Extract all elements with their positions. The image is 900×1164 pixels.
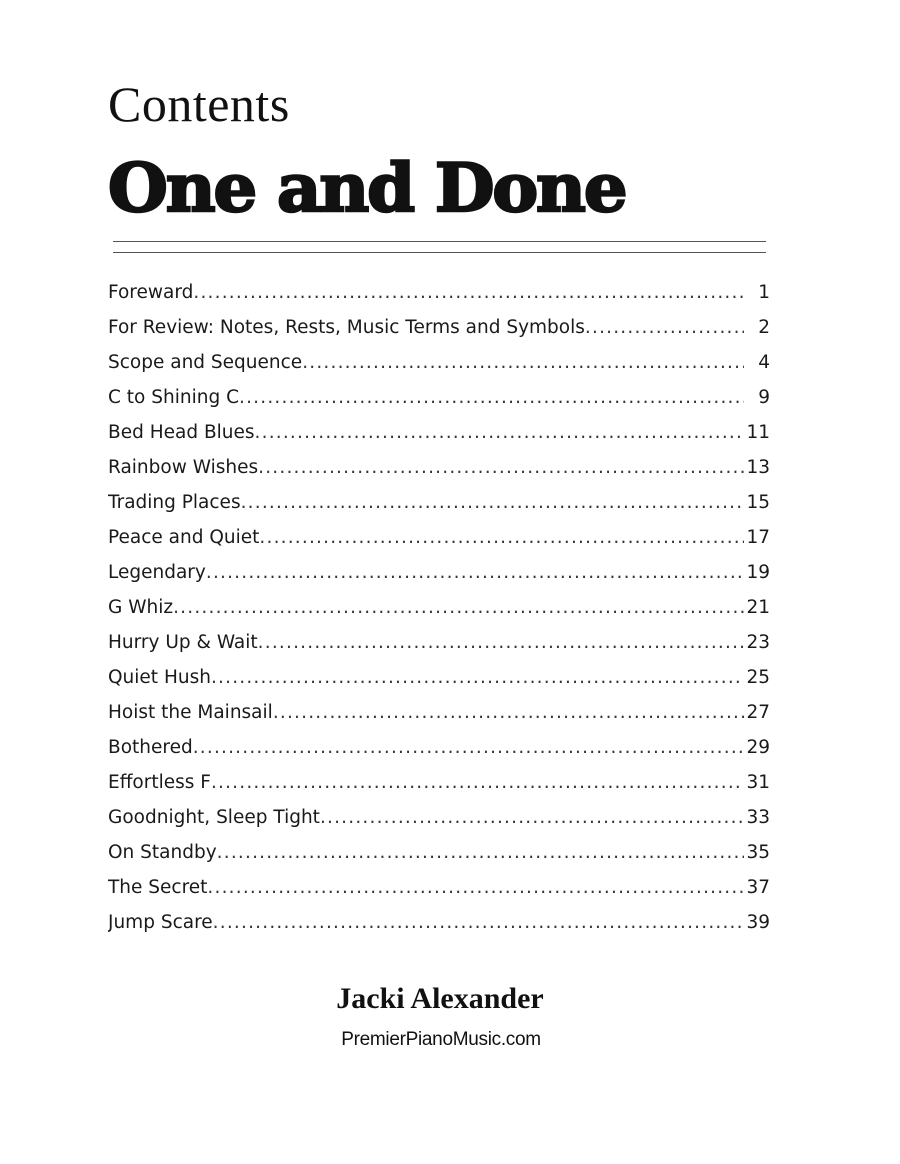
dot-leader bbox=[255, 415, 744, 450]
dot-leader bbox=[193, 275, 744, 310]
dot-leader bbox=[239, 380, 744, 415]
toc-entry-title: Effortless F bbox=[108, 772, 211, 793]
dot-leader bbox=[213, 905, 744, 940]
book-title: One and Done bbox=[108, 149, 626, 227]
toc-entry bbox=[108, 625, 770, 660]
toc-entry-title: On Standby bbox=[108, 842, 217, 863]
toc-entry bbox=[108, 415, 770, 450]
dot-leader bbox=[217, 835, 744, 870]
divider-rule-top bbox=[113, 241, 766, 242]
dot-leader bbox=[259, 520, 744, 555]
toc-entry-title: Quiet Hush bbox=[108, 667, 211, 688]
toc-entry-title: The Secret bbox=[108, 877, 208, 898]
dot-leader bbox=[193, 730, 744, 765]
dot-leader bbox=[302, 345, 744, 380]
toc-entry-page: 15 bbox=[746, 492, 770, 513]
dot-leader bbox=[211, 660, 744, 695]
toc-entry bbox=[108, 590, 770, 625]
dot-leader bbox=[206, 555, 744, 590]
toc-entry bbox=[108, 520, 770, 555]
toc-entry-page: 19 bbox=[746, 562, 770, 583]
toc-entry bbox=[108, 765, 770, 800]
toc-entry-title: G Whiz bbox=[108, 597, 174, 618]
toc-entry-title: Goodnight, Sleep Tight bbox=[108, 807, 320, 828]
toc-entry-page: 4 bbox=[758, 352, 770, 373]
toc-entry bbox=[108, 800, 770, 835]
toc-entry-title: Bothered bbox=[108, 737, 193, 758]
toc-entry bbox=[108, 835, 770, 870]
toc-entry-page: 35 bbox=[746, 842, 770, 863]
dot-leader bbox=[320, 800, 744, 835]
toc-entry-page: 25 bbox=[746, 667, 770, 688]
dot-leader bbox=[211, 765, 744, 800]
dot-leader bbox=[258, 450, 744, 485]
toc-entry bbox=[108, 450, 770, 485]
toc-entry bbox=[108, 380, 770, 415]
toc-entry-title: Jump Scare bbox=[108, 912, 213, 933]
toc-entry bbox=[108, 310, 770, 345]
toc-entry bbox=[108, 695, 770, 730]
toc-entry-page: 1 bbox=[758, 282, 770, 303]
toc-entry-page: 33 bbox=[746, 807, 770, 828]
author-name: Jacki Alexander bbox=[336, 982, 544, 1015]
toc-entry-title: Hoist the Mainsail bbox=[108, 702, 273, 723]
toc-entry-page: 13 bbox=[746, 457, 770, 478]
toc-entry-title: Trading Places bbox=[108, 492, 241, 513]
toc-entry bbox=[108, 905, 770, 940]
toc-entry-page: 2 bbox=[758, 317, 770, 338]
divider-rule-bottom bbox=[113, 252, 766, 253]
page-heading: Contents bbox=[108, 76, 290, 132]
toc-entry bbox=[108, 275, 770, 310]
toc-entry-page: 37 bbox=[746, 877, 770, 898]
toc-entry bbox=[108, 485, 770, 520]
toc-entry-title: For Review: Notes, Rests, Music Terms and Symbols bbox=[108, 317, 585, 338]
dot-leader bbox=[258, 625, 744, 660]
toc-entry-page: 9 bbox=[758, 387, 770, 408]
toc-entry-title: Bed Head Blues bbox=[108, 422, 255, 443]
toc-entry-title: Scope and Sequence bbox=[108, 352, 303, 373]
toc-entry-page: 23 bbox=[746, 632, 770, 653]
toc-entry-title: Foreward bbox=[108, 282, 194, 303]
toc-entry bbox=[108, 555, 770, 590]
toc-entry bbox=[108, 870, 770, 905]
toc-entry-page: 29 bbox=[746, 737, 770, 758]
dot-leader bbox=[273, 695, 744, 730]
toc-entry-title: Peace and Quiet bbox=[108, 527, 260, 548]
website-url: PremierPianoMusic.com bbox=[341, 1029, 541, 1050]
toc-entry-page: 11 bbox=[746, 422, 770, 443]
toc-entry-title: C to Shining C bbox=[108, 387, 239, 408]
toc-entry-page: 31 bbox=[746, 772, 770, 793]
toc-entry-title: Hurry Up & Wait bbox=[108, 632, 258, 653]
toc-entry bbox=[108, 345, 770, 380]
toc-entry-page: 21 bbox=[746, 597, 770, 618]
toc-entry-page: 39 bbox=[746, 912, 770, 933]
toc-entry bbox=[108, 730, 770, 765]
dot-leader bbox=[173, 590, 744, 625]
dot-leader bbox=[241, 485, 744, 520]
toc-entry bbox=[108, 660, 770, 695]
table-of-contents bbox=[108, 275, 770, 940]
toc-entry-page: 27 bbox=[746, 702, 770, 723]
toc-entry-title: Rainbow Wishes bbox=[108, 457, 259, 478]
dot-leader bbox=[207, 870, 744, 905]
toc-entry-page: 17 bbox=[746, 527, 770, 548]
dot-leader bbox=[585, 310, 744, 345]
toc-entry-title: Legendary bbox=[108, 562, 206, 583]
